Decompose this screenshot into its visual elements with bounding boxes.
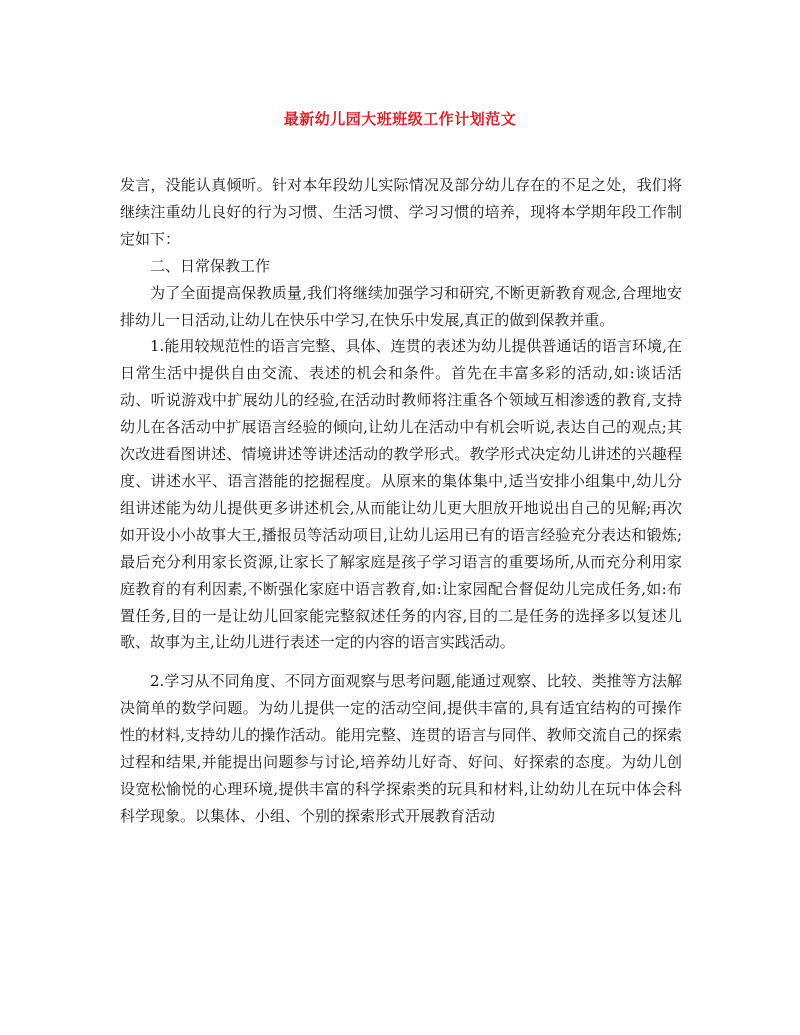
paragraph-item-1-language: 1.能用较规范性的语言完整、具体、连贯的表述为幼儿提供普通话的语言环境,在日常生活中提供自由交流、表述的机会和条件。首先在丰富多彩的活动,如:谈话活动、听说游戏中扩展幼儿的经验,在活动时教师将注重各个领域互相渗透的教育,支持幼儿在各活动中扩展语言经验的倾向,让幼儿在活动中有机会听说,表达自己的观点;其次改进看图讲述、情境讲述等讲述活动的教学形式。教学形式决定幼儿讲述的兴趣程度、讲述水平、语言潜能的挖掘程度。从原来的集体集中,适当安排小组集中,幼儿分组讲述能为幼儿提供更多讲述机会,从而能让幼儿更大胆放开地说出自己的见解;再次如开设小小故事大王,播报员等活动项目,让幼儿运用已有的语言经验充分表达和锻炼;最后充分利用家长资源,让家长了解家庭是孩子学习语言的重要场所,从而充分利用家庭教育的有利因素,不断强化家庭中语言教育,如:让家园配合督促幼儿完成任务,如:布置任务,目的一是让幼儿回家能完整叙述任务的内容,目的二是任务的选择多以复述儿歌、故事为主,让幼儿进行表述一定的内容的语言实践活动。 xyxy=(120,337,682,652)
section-heading-daily-care: 二、日常保教工作 xyxy=(150,256,271,275)
document-body xyxy=(120,172,682,830)
paragraph-care-quality: 为了全面提高保教质量,我们将继续加强学习和研究,不断更新教育观念,合理地安排幼儿一日活动,让幼儿在快乐中学习,在快乐中发展,真正的做到保教并重。 xyxy=(120,283,682,329)
document-title: 最新幼儿园大班班级工作计划范文 xyxy=(283,110,517,128)
paragraph-item-2-math-science: 2.学习从不同角度、不同方面观察与思考问题,能通过观察、比较、类推等方法解决简单的数学问题。为幼儿提供一定的活动空间,提供丰富的,具有适宜结构的可操作性的材料,支持幼儿的操作活动。能用完整、连贯的语言与同伴、教师交流自己的探索过程和结果,并能提出问题参与讨论,培养幼儿好奇、好问、好探索的态度。为幼儿创设宽松愉悦的心理环境,提供丰富的科学探索类的玩具和材料,让幼幼儿在玩中体会科科学现象。以集体、小组、个别的探索形式开展教育活动 xyxy=(120,672,682,825)
paragraph-intro-continued: 发言，没能认真倾听。针对本年段幼儿实际情况及部分幼儿存在的不足之处，我们将继续注重幼儿良好的行为习惯、生活习惯、学习习惯的培养，现将本学期年段工作制定如下： xyxy=(120,176,682,248)
